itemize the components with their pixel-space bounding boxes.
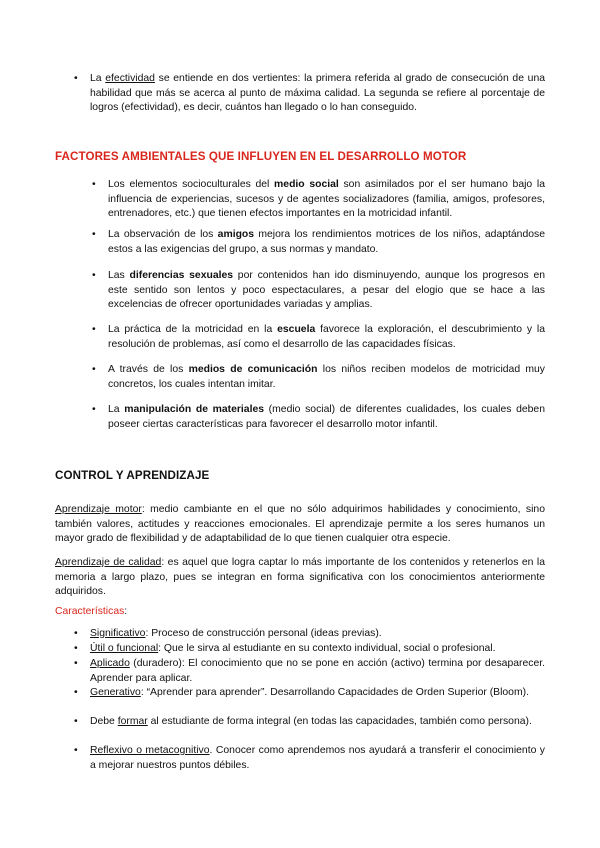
effectiveness-paragraph [90,72,545,116]
characteristic-item [90,627,545,642]
characteristic-term: Útil o funcional [90,643,159,654]
section-title-factors: FACTORES AMBIENTALES QUE INFLUYEN EN EL DESARROLLO MOTOR [55,150,467,163]
characteristic-term: Aplicado [90,658,130,669]
characteristic-item [90,686,545,701]
quality-learning-term: Aprendizaje de calidad [55,557,162,568]
characteristic-item [90,715,545,730]
bullet-dot: • [74,73,78,84]
characteristic-item [90,744,545,773]
text-rest: se entiende en dos vertientes: la primera referida al grado de consecución de una habilidad que más se acerca al punto de máxima calidad. La segunda se refiere al porcentaje de logros (efectividad), es decir, cuántos han llegado o lo han conseguido. [90,73,545,114]
factor-item-materials [108,403,545,432]
item-text: favorece la exploración, el descubrimiento y la resolución de problemas, así como el desarrollo de las capacidades físicas. [108,324,545,350]
item-text: La [108,404,125,415]
characteristics-heading [55,605,545,620]
item-text: por contenidos han ido disminuyendo, aunque los progresos en este sentido son lentos y poco espectaculares, a pesar del elogio que se hace a las excelencias de ofrecer oportunidades variadas y amplias. [108,270,545,311]
bullet-dot: • [92,404,96,415]
factor-item-school [108,323,545,352]
item-text: La observación de los [108,229,218,240]
bullet-dot: • [92,364,96,375]
item-text: Debe [90,716,118,727]
item-keyword: amigos [217,229,255,240]
item-text: son asimilados por el ser humano bajo la influencia de experiencias, sucesos y de agentes socializadores (familia, amigos, profesores, entrenadores, etc.) que tienen efectos importantes en la motricidad infantil. [108,179,545,220]
bullet-dot: • [74,658,78,669]
characteristic-term: Generativo [90,687,141,698]
quality-learning-paragraph [55,556,545,600]
characteristics-colon: : [124,606,128,617]
item-text: Las [108,270,130,281]
bullet-dot: • [92,324,96,335]
bullet-dot: • [92,229,96,240]
item-text: : “Aprender para aprender”. Desarrollando Capacidades de Orden Superior (Bloom). [140,687,529,698]
characteristic-term: formar [117,716,148,727]
bullet-dot: • [74,643,78,654]
item-keyword: escuela [277,324,316,335]
item-text: (duradero): El conocimiento que no se pone en acción (activo) termina por desaparecer. Aprender para aplicar. [90,658,545,684]
bullet-dot: • [92,179,96,190]
characteristic-term: Reflexivo o metacognitivo [90,745,210,756]
bullet-dot: • [74,716,78,727]
section-title-control: CONTROL Y APRENDIZAJE [55,469,210,482]
item-keyword: medio social [274,179,339,190]
bullet-dot: • [74,628,78,639]
paragraph-text: : medio cambiante en el que no sólo adquirimos habilidades y conocimiento, sino también valores, actitudes y reacciones emocionales. El aprendizaje permite a los seres humanos un mayor grado de flexibilidad y de adaptabilidad de lo que tienen cualquier otra especie. [55,504,545,545]
bullet-dot: • [74,687,78,698]
item-text: al estudiante de forma integral (en todas las capacidades, también como persona). [147,716,532,727]
item-keyword: medios de comunicación [188,364,318,375]
characteristic-term: Significativo [90,628,146,639]
motor-learning-term: Aprendizaje motor [55,504,142,515]
item-keyword: diferencias sexuales [129,270,234,281]
item-text: Los elementos socioculturales del [108,179,275,190]
factor-item-media [108,363,545,392]
bullet-dot: • [92,270,96,281]
factor-item-sex-differences [108,269,545,313]
characteristics-label: Características [55,606,125,617]
item-text: mejora los rendimientos motrices de los niños, adaptándose estos a las exigencias del grupo, a sus normas y mandato. [108,229,545,255]
motor-learning-paragraph [55,503,545,547]
item-text: : Que le sirva al estudiante en su contexto individual, social o profesional. [158,643,496,654]
characteristic-item [90,657,545,686]
effectiveness-term: efectividad [105,73,155,84]
factor-item-social [108,178,545,222]
text-pre: La [90,73,106,84]
item-text: La práctica de la motricidad en la [108,324,278,335]
item-text: . Conocer como aprendemos nos ayudará a transferir el conocimiento y a mejorar nuestros puntos débiles. [90,745,546,771]
bullet-dot: • [74,745,78,756]
item-text: (medio social) de diferentes cualidades, los cuales deben poseer ciertas características para favorecer el desarrollo motor infantil. [108,404,545,430]
item-text: : Proceso de construcción personal (ideas previas). [145,628,382,639]
factor-item-friends [108,228,545,257]
characteristic-item [90,642,545,657]
paragraph-text: : es aquel que logra captar lo más importante de los contenidos y retenerlos en la memoria a largo plazo, pues se integran en forma significativa con los conocimientos anteriormente adquiridos. [55,557,545,598]
item-text: A través de los [108,364,189,375]
item-keyword: manipulación de materiales [124,404,265,415]
item-text: los niños reciben modelos de motricidad muy concretos, los cuales intentan imitar. [108,364,545,390]
